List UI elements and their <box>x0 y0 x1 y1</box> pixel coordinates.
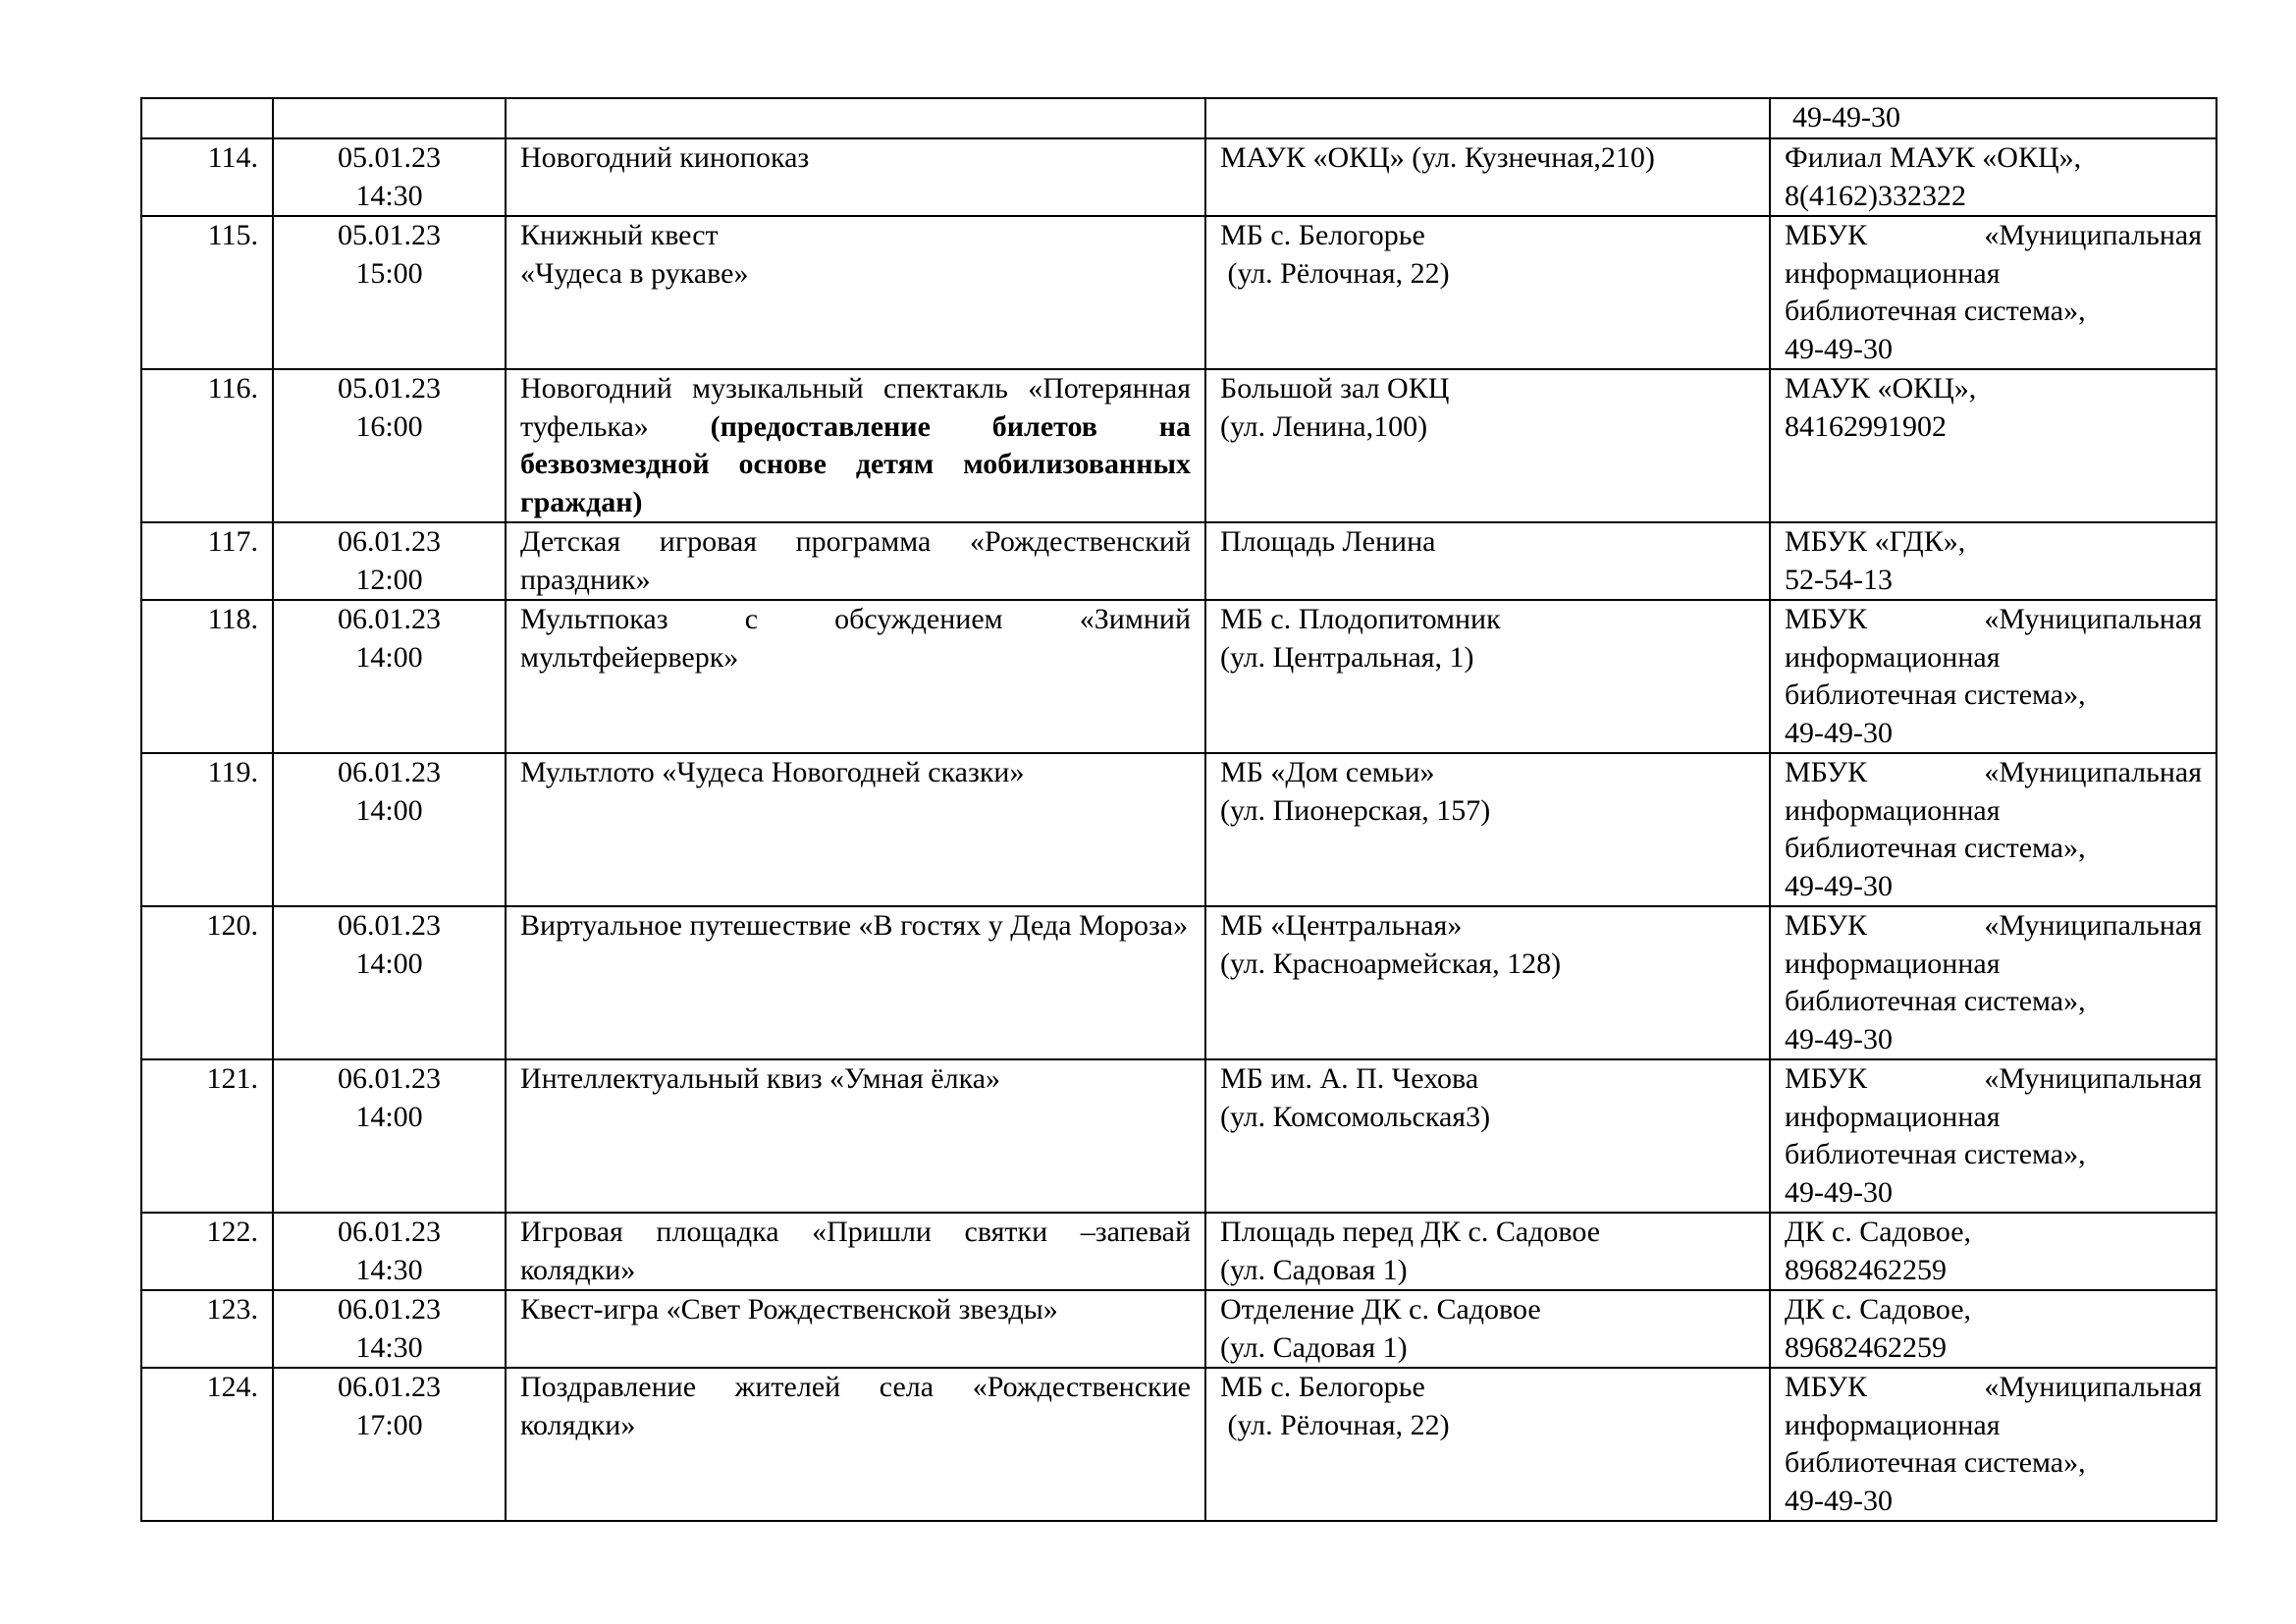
cell-date <box>273 753 506 906</box>
event-time: 17:00 <box>355 1408 423 1441</box>
cell-event-name: Детская игровая программа «Рождественский праздник» <box>506 522 1205 600</box>
place-line: Отделение ДК с. Садовое <box>1220 1293 1541 1326</box>
event-time: 14:30 <box>355 1253 423 1286</box>
event-time: 14:00 <box>355 947 423 980</box>
place-line: МБ «Центральная» <box>1220 909 1463 942</box>
event-date: 06.01.23 <box>338 909 441 942</box>
organizer-line: 49-49-30 <box>1785 1484 1893 1517</box>
event-time: 14:30 <box>355 179 423 212</box>
table-row <box>141 1059 2216 1213</box>
cell-number: 121. <box>141 1059 273 1213</box>
place-line: МБ с. Белогорье <box>1220 1371 1425 1403</box>
event-name-line: Книжный квест <box>520 219 719 251</box>
organizer-line: ДК с. Садовое, <box>1785 1293 1972 1326</box>
cell-organizer <box>1770 216 2216 369</box>
event-date: 06.01.23 <box>338 1062 441 1095</box>
organizer-line: 8(4162)332322 <box>1785 179 1966 212</box>
organizer-line: МАУК «ОКЦ», <box>1785 372 1977 405</box>
organizer-line: МБУК «Муниципальная <box>1785 909 2202 942</box>
cell-organizer <box>1770 1059 2216 1213</box>
organizer-line: 49-49-30 <box>1785 1022 1893 1056</box>
cell-number: 124. <box>141 1368 273 1521</box>
cell-organizer <box>1770 138 2216 216</box>
organizer-line: информационная <box>1785 256 2001 290</box>
event-date: 05.01.23 <box>338 372 441 405</box>
organizer-line: МБУК «ГДК», <box>1785 525 1966 558</box>
organizer-line: МБУК «Муниципальная <box>1785 1371 2202 1403</box>
cell-place <box>1205 753 1770 906</box>
place-line: Площадь перед ДК с. Садовое <box>1220 1216 1601 1248</box>
organizer-line: информационная <box>1785 793 2001 827</box>
cell-number: 114. <box>141 138 273 216</box>
cell-organizer <box>1770 369 2216 522</box>
event-date: 06.01.23 <box>338 525 441 558</box>
table-row <box>141 906 2216 1059</box>
cell-event-name: Квест-игра «Свет Рождественской звезды» <box>506 1290 1205 1368</box>
cell-date <box>273 906 506 1059</box>
organizer-line: Филиал МАУК «ОКЦ», <box>1785 141 2082 174</box>
cell-event-name: Интеллектуальный квиз «Умная ёлка» <box>506 1059 1205 1213</box>
organizer-line: информационная <box>1785 947 2001 980</box>
organizer-line: библиотечная система», <box>1785 1138 2086 1170</box>
cell-place <box>1205 906 1770 1059</box>
place-line: (ул. Красноармейская, 128) <box>1220 947 1562 980</box>
cell-date <box>273 138 506 216</box>
table-row <box>141 753 2216 906</box>
cell-place <box>1205 1059 1770 1213</box>
cell-date <box>273 600 506 753</box>
cell-number: 116. <box>141 369 273 522</box>
organizer-line: библиотечная система», <box>1785 678 2086 711</box>
organizer-line: библиотечная система», <box>1785 832 2086 864</box>
organizer-phone: 49-49-30 <box>1792 101 1900 134</box>
event-time: 16:00 <box>355 409 423 443</box>
cell-date <box>273 1213 506 1290</box>
organizer-line: информационная <box>1785 1408 2001 1441</box>
cell-organizer <box>1770 600 2216 753</box>
event-time: 14:00 <box>355 793 423 827</box>
organizer-line: библиотечная система», <box>1785 295 2086 327</box>
event-date: 06.01.23 <box>338 1216 441 1248</box>
cell-organizer <box>1770 1368 2216 1521</box>
organizer-line: МБУК «Муниципальная <box>1785 1062 2202 1095</box>
cell-date <box>273 216 506 369</box>
place-line: МБ им. А. П. Чехова <box>1220 1062 1479 1095</box>
place-line: (ул. Садовая 1) <box>1220 1253 1408 1286</box>
cell-place <box>1205 1213 1770 1290</box>
event-time: 14:00 <box>355 640 423 674</box>
table-row-continuation <box>141 98 2216 138</box>
event-time: 15:00 <box>355 256 423 290</box>
cell-event-name: Виртуальное путешествие «В гостях у Деда Мороза» <box>506 906 1205 1059</box>
cell-event-name <box>506 369 1205 522</box>
event-date: 05.01.23 <box>338 141 441 174</box>
table-row <box>141 369 2216 522</box>
place-line: МБ с. Белогорье <box>1220 219 1425 251</box>
cell-place <box>1205 600 1770 753</box>
organizer-line: ДК с. Садовое, <box>1785 1216 1972 1248</box>
event-name-note: (предоставление билетов на безвозмездной основе детям мобилизованных граждан) <box>520 409 1192 518</box>
place-line: (ул. Пионерская, 157) <box>1220 793 1491 827</box>
cell-organizer <box>1770 753 2216 906</box>
table-row <box>141 522 2216 600</box>
cell-place <box>1205 138 1770 216</box>
organizer-line: 49-49-30 <box>1785 716 1893 749</box>
organizer-line: информационная <box>1785 1100 2001 1133</box>
cell-place <box>1205 1368 1770 1521</box>
event-date: 06.01.23 <box>338 756 441 788</box>
organizer-line: библиотечная система», <box>1785 1446 2086 1479</box>
events-table <box>140 97 2217 1522</box>
cell-number: 117. <box>141 522 273 600</box>
cell-number: 123. <box>141 1290 273 1368</box>
cell-event-name: Мультпоказ с обсуждением «Зимний мультфейерверк» <box>506 600 1205 753</box>
cell-place <box>1205 216 1770 369</box>
place-line: Площадь Ленина <box>1220 525 1436 558</box>
table-row <box>141 1368 2216 1521</box>
cell-date <box>273 98 506 138</box>
cell-organizer <box>1770 98 2216 138</box>
cell-date <box>273 1290 506 1368</box>
organizer-line: информационная <box>1785 640 2001 674</box>
place-line: Большой зал ОКЦ <box>1220 372 1450 405</box>
organizer-line: МБУК «Муниципальная <box>1785 219 2202 251</box>
cell-number <box>141 98 273 138</box>
organizer-line: библиотечная система», <box>1785 985 2086 1017</box>
organizer-line: МБУК «Муниципальная <box>1785 756 2202 788</box>
place-line: МБ с. Плодопитомник <box>1220 603 1501 635</box>
event-time: 14:00 <box>355 1100 423 1133</box>
event-date: 06.01.23 <box>338 603 441 635</box>
place-line: (ул. Центральная, 1) <box>1220 640 1474 674</box>
organizer-line: 89682462259 <box>1785 1253 1947 1286</box>
cell-date <box>273 369 506 522</box>
table-row <box>141 600 2216 753</box>
cell-date <box>273 1059 506 1213</box>
event-name-text: Новогодний музыкальный спектакль «Потерянная туфелька» <box>520 372 1191 443</box>
organizer-line: МБУК «Муниципальная <box>1785 603 2202 635</box>
cell-number: 120. <box>141 906 273 1059</box>
table-row <box>141 138 2216 216</box>
table-row <box>141 216 2216 369</box>
cell-number: 119. <box>141 753 273 906</box>
event-date: 05.01.23 <box>338 219 441 251</box>
place-line: (ул. Комсомольская3) <box>1220 1100 1491 1133</box>
cell-number: 122. <box>141 1213 273 1290</box>
table-row <box>141 1213 2216 1290</box>
organizer-line: 89682462259 <box>1785 1330 1947 1364</box>
place-line: (ул. Рёлочная, 22) <box>1220 256 1450 290</box>
cell-date <box>273 1368 506 1521</box>
cell-event-name: Мультлото «Чудеса Новогодней сказки» <box>506 753 1205 906</box>
organizer-line: 49-49-30 <box>1785 1175 1893 1209</box>
cell-place <box>1205 522 1770 600</box>
cell-place <box>1205 1290 1770 1368</box>
cell-event-name: Игровая площадка «Пришли святки –запевай колядки» <box>506 1213 1205 1290</box>
place-line: МАУК «ОКЦ» (ул. Кузнечная,210) <box>1220 141 1655 174</box>
organizer-line: 49-49-30 <box>1785 332 1893 365</box>
place-line: (ул. Рёлочная, 22) <box>1220 1408 1450 1441</box>
cell-event-name: Поздравление жителей села «Рождественские колядки» <box>506 1368 1205 1521</box>
table-row <box>141 1290 2216 1368</box>
cell-organizer <box>1770 522 2216 600</box>
cell-event-name <box>506 98 1205 138</box>
place-line: (ул. Садовая 1) <box>1220 1330 1408 1364</box>
cell-organizer <box>1770 906 2216 1059</box>
cell-place <box>1205 369 1770 522</box>
place-line: (ул. Ленина,100) <box>1220 409 1428 443</box>
event-time: 14:30 <box>355 1330 423 1364</box>
cell-date <box>273 522 506 600</box>
cell-number: 118. <box>141 600 273 753</box>
cell-place <box>1205 98 1770 138</box>
cell-organizer <box>1770 1290 2216 1368</box>
cell-event-name: Новогодний кинопоказ <box>506 138 1205 216</box>
organizer-line: 49-49-30 <box>1785 869 1893 902</box>
event-date: 06.01.23 <box>338 1371 441 1403</box>
event-date: 06.01.23 <box>338 1293 441 1326</box>
cell-event-name <box>506 216 1205 369</box>
event-name-line: «Чудеса в рукаве» <box>520 256 749 290</box>
organizer-line: 52-54-13 <box>1785 563 1893 596</box>
cell-number: 115. <box>141 216 273 369</box>
cell-organizer <box>1770 1213 2216 1290</box>
organizer-line: 84162991902 <box>1785 409 1947 443</box>
event-time: 12:00 <box>355 563 423 596</box>
place-line: МБ «Дом семьи» <box>1220 756 1435 788</box>
